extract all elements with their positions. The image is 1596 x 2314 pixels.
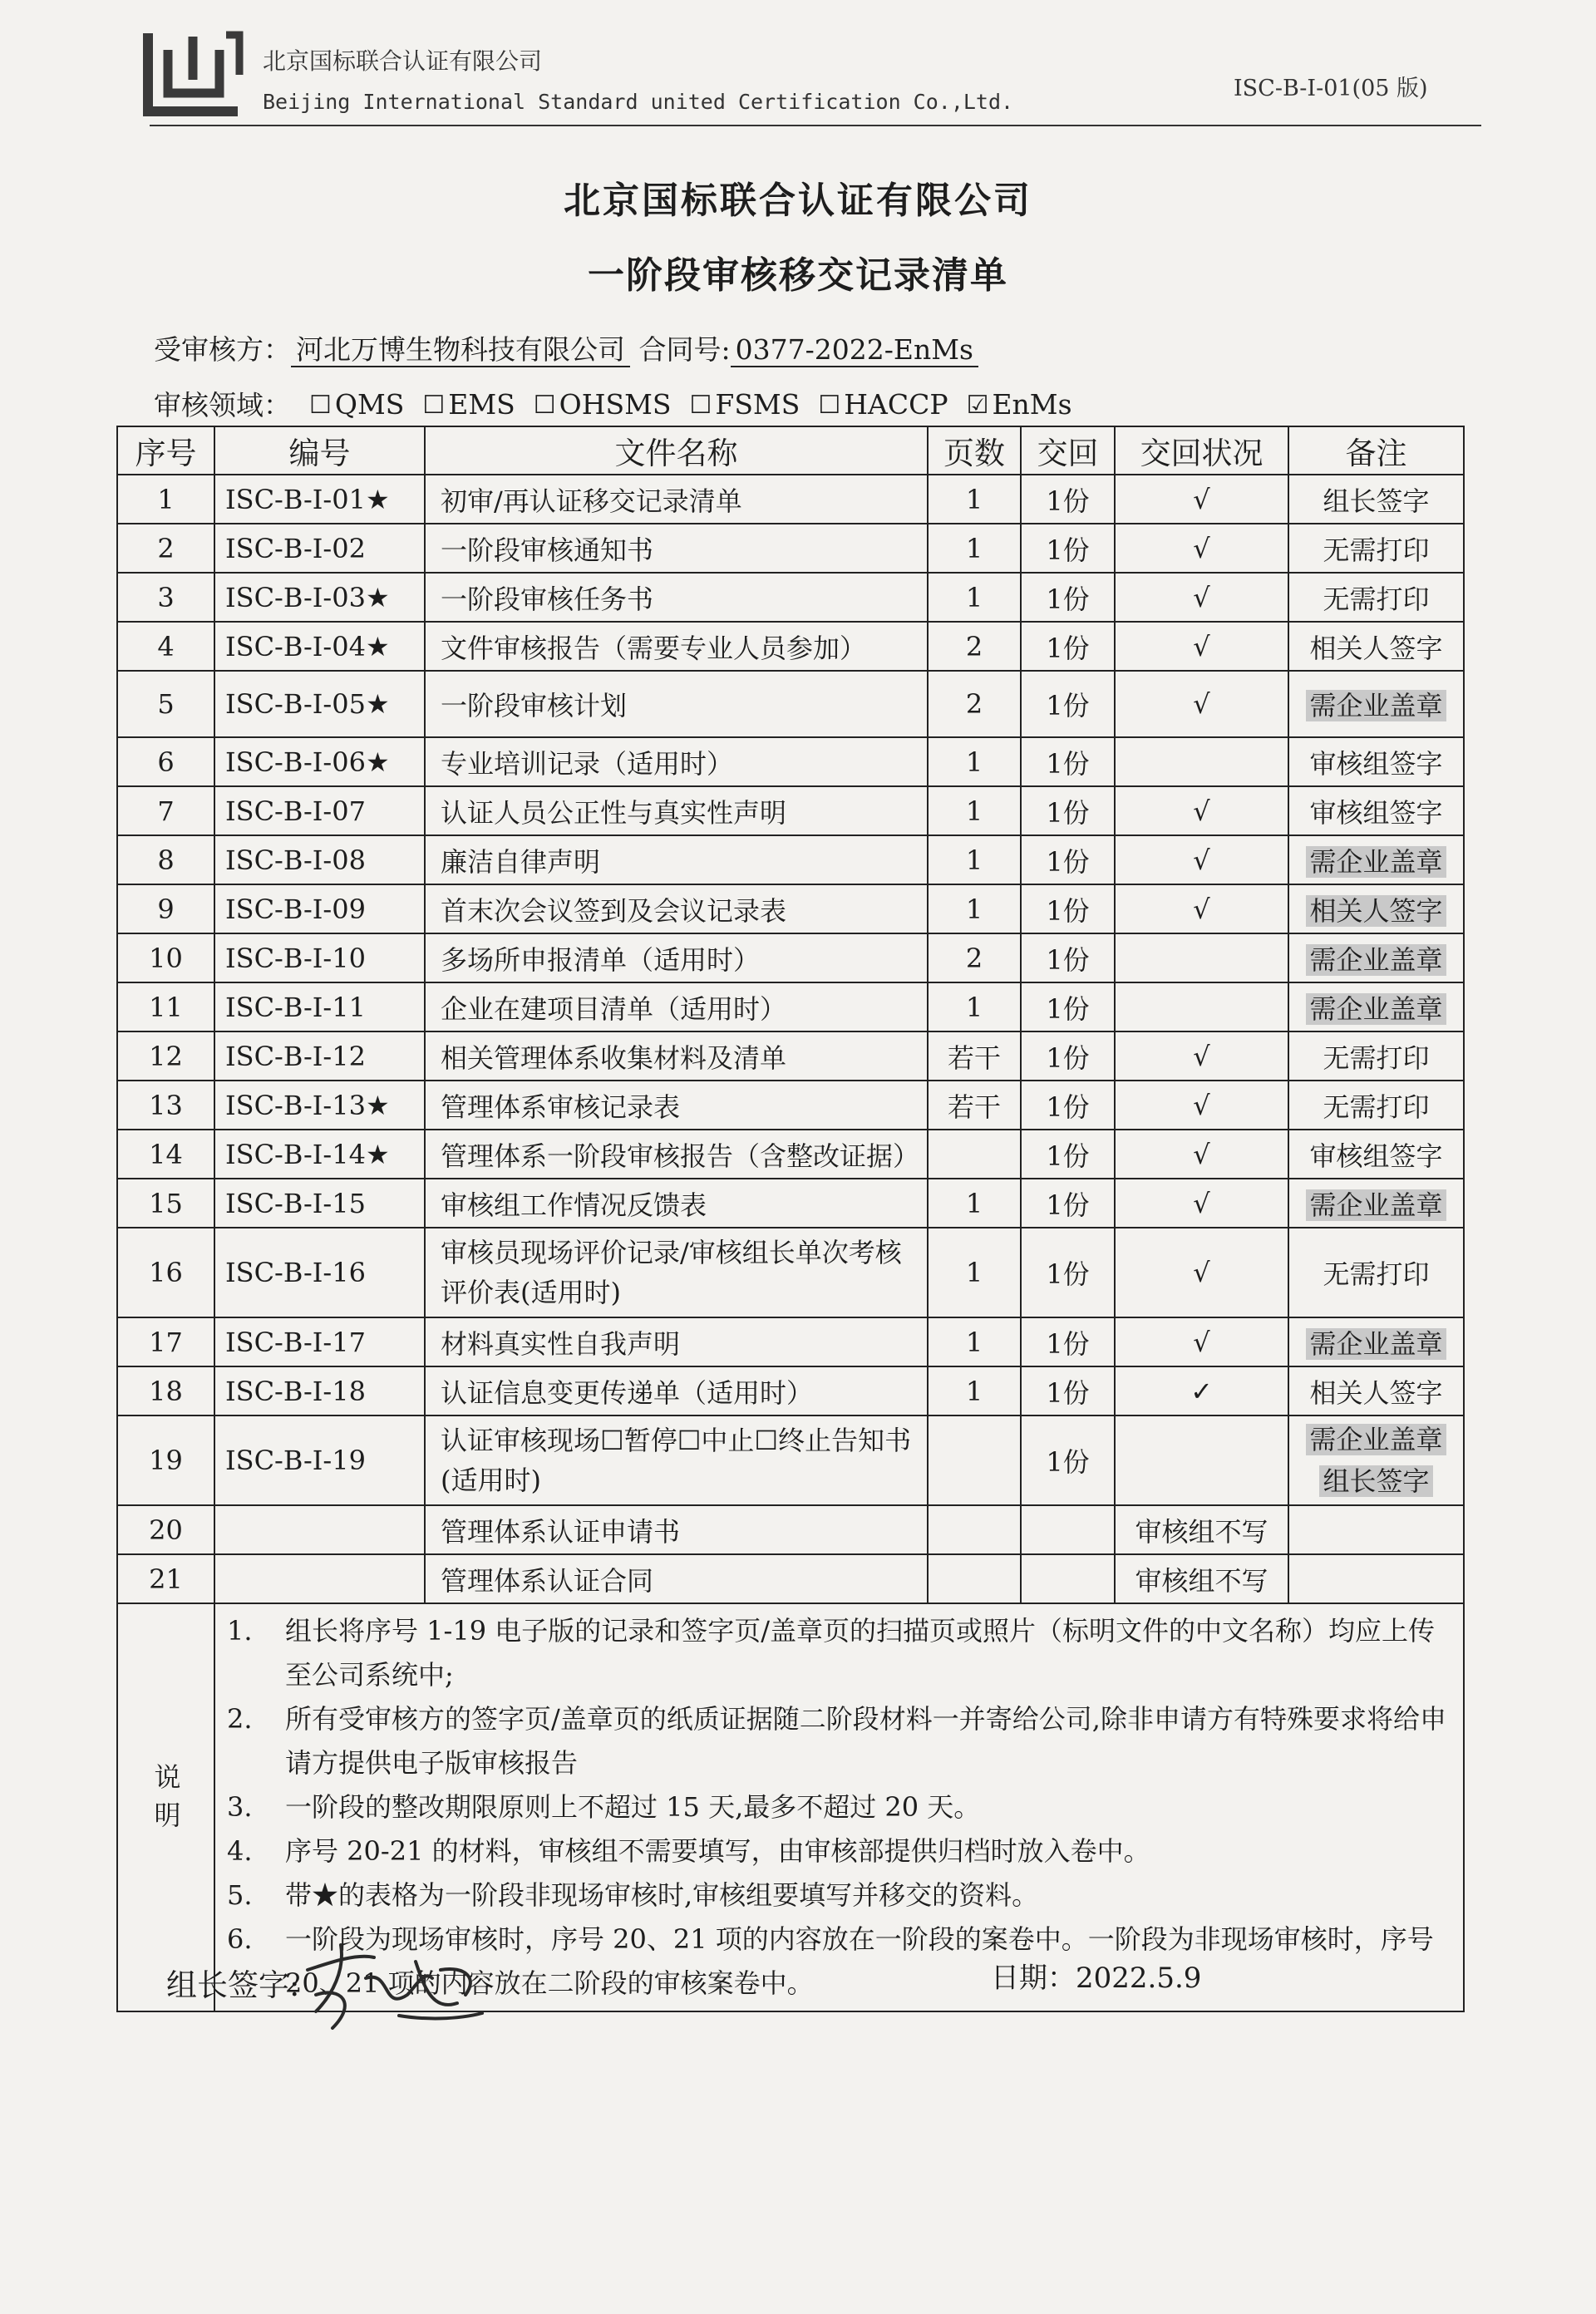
row-remark bbox=[1288, 1554, 1464, 1603]
row-file-name: 管理体系审核记录表 bbox=[425, 1081, 928, 1130]
row-returned: 1份 bbox=[1021, 1415, 1115, 1505]
row-number: 7 bbox=[117, 786, 214, 835]
note-number: 1. bbox=[227, 1615, 253, 1647]
header-remark: 备注 bbox=[1288, 426, 1464, 475]
row-remark bbox=[1288, 524, 1464, 573]
client-label: 受审核方： bbox=[154, 333, 291, 366]
seal-remark: 相关人签字 bbox=[1306, 895, 1446, 927]
domain-label: QMS bbox=[334, 388, 405, 421]
row-returned: 1份 bbox=[1021, 524, 1115, 573]
row-number: 16 bbox=[117, 1228, 214, 1317]
note-number: 4. bbox=[227, 1835, 253, 1867]
seal-remark: 需企业盖章 bbox=[1306, 690, 1446, 721]
table-row bbox=[117, 737, 1464, 786]
row-file-name: 一阶段审核计划 bbox=[425, 671, 928, 737]
remark-text: 无需打印 bbox=[1323, 583, 1430, 615]
row-code: ISC-B-I-01★ bbox=[214, 475, 425, 524]
table-row bbox=[117, 671, 1464, 737]
transfer-record-table bbox=[116, 426, 1465, 2012]
seal-remark: 组长签字 bbox=[1319, 1465, 1432, 1497]
row-pages bbox=[928, 1505, 1021, 1554]
row-code: ISC-B-I-10 bbox=[214, 933, 425, 982]
row-remark bbox=[1288, 1505, 1464, 1554]
remark-text: 组长签字 bbox=[1323, 485, 1430, 517]
note-text: 组长将序号 1-19 电子版的记录和签字页/盖章页的扫描页或照片（标明文件的中文名称）均应上传至公司系统中; bbox=[285, 1615, 1436, 1691]
note-number: 3. bbox=[227, 1791, 253, 1823]
table-row bbox=[117, 475, 1464, 524]
row-code: ISC-B-I-16 bbox=[214, 1228, 425, 1317]
row-pages: 1 bbox=[928, 1228, 1021, 1317]
header-code: 编号 bbox=[214, 426, 425, 475]
date-value: 2022.5.9 bbox=[1076, 1962, 1202, 1995]
row-number: 17 bbox=[117, 1317, 214, 1366]
remark-text: 无需打印 bbox=[1323, 1091, 1430, 1123]
row-return-status bbox=[1115, 933, 1288, 982]
row-returned: 1份 bbox=[1021, 1366, 1115, 1415]
row-return-status: √ bbox=[1115, 573, 1288, 622]
handwritten-signature bbox=[299, 1937, 490, 2045]
domain-checkbox-fsms[interactable] bbox=[690, 388, 800, 421]
row-file-name: 管理体系认证申请书 bbox=[425, 1505, 928, 1554]
seal-remark: 需企业盖章 bbox=[1306, 944, 1446, 976]
header-divider bbox=[150, 125, 1481, 126]
row-return-status: √ bbox=[1115, 1179, 1288, 1228]
leader-signature-label: 组长签字: bbox=[166, 1967, 300, 2003]
row-return-status: 审核组不写 bbox=[1115, 1505, 1288, 1554]
row-return-status: √ bbox=[1115, 835, 1288, 884]
row-number: 1 bbox=[117, 475, 214, 524]
row-code: ISC-B-I-08 bbox=[214, 835, 425, 884]
row-number: 10 bbox=[117, 933, 214, 982]
row-pages: 2 bbox=[928, 933, 1021, 982]
row-code: ISC-B-I-03★ bbox=[214, 573, 425, 622]
row-return-status: √ bbox=[1115, 884, 1288, 933]
table-row bbox=[117, 835, 1464, 884]
header-no: 序号 bbox=[117, 426, 214, 475]
remark-text: 无需打印 bbox=[1323, 1041, 1430, 1074]
row-returned: 1份 bbox=[1021, 671, 1115, 737]
row-code: ISC-B-I-18 bbox=[214, 1366, 425, 1415]
checked-box-icon: ☑ bbox=[966, 390, 989, 420]
domain-label: HACCP bbox=[844, 388, 948, 421]
row-remark bbox=[1288, 982, 1464, 1031]
domain-checkbox-ems[interactable] bbox=[422, 388, 515, 421]
row-code: ISC-B-I-11 bbox=[214, 982, 425, 1031]
table-row bbox=[117, 1366, 1464, 1415]
row-code: ISC-B-I-12 bbox=[214, 1031, 425, 1081]
row-returned: 1份 bbox=[1021, 1081, 1115, 1130]
row-pages: 若干 bbox=[928, 1081, 1021, 1130]
row-file-name: 廉洁自律声明 bbox=[425, 835, 928, 884]
row-number: 2 bbox=[117, 524, 214, 573]
row-file-name: 审核组工作情况反馈表 bbox=[425, 1179, 928, 1228]
table-row bbox=[117, 573, 1464, 622]
note-text: 所有受审核方的签字页/盖章页的纸质证据随二阶段材料一并寄给公司,除非申请方有特殊要求将给申请方提供电子版审核报告 bbox=[285, 1703, 1446, 1779]
table-row bbox=[117, 786, 1464, 835]
row-code: ISC-B-I-14★ bbox=[214, 1130, 425, 1179]
row-returned: 1份 bbox=[1021, 475, 1115, 524]
note-item bbox=[227, 1785, 1451, 1829]
row-remark bbox=[1288, 1179, 1464, 1228]
domain-label: OHSMS bbox=[559, 388, 672, 421]
table-row bbox=[117, 1031, 1464, 1081]
unchecked-box-icon: ☐ bbox=[422, 390, 446, 420]
row-code: ISC-B-I-04★ bbox=[214, 622, 425, 671]
row-return-status: √ bbox=[1115, 1317, 1288, 1366]
row-returned: 1份 bbox=[1021, 573, 1115, 622]
row-returned: 1份 bbox=[1021, 1317, 1115, 1366]
row-file-name: 企业在建项目清单（适用时） bbox=[425, 982, 928, 1031]
domain-checkbox-qms[interactable] bbox=[309, 388, 404, 421]
row-pages: 1 bbox=[928, 1317, 1021, 1366]
row-code bbox=[214, 1505, 425, 1554]
row-remark bbox=[1288, 1228, 1464, 1317]
remark-text: 审核组签字 bbox=[1309, 796, 1443, 829]
row-pages: 2 bbox=[928, 622, 1021, 671]
remark-text: 审核组签字 bbox=[1309, 747, 1443, 780]
audit-domain-label: 审核领域： bbox=[154, 389, 291, 421]
row-file-name: 首末次会议签到及会议记录表 bbox=[425, 884, 928, 933]
header-return-status: 交回状况 bbox=[1115, 426, 1288, 475]
row-return-status: √ bbox=[1115, 1130, 1288, 1179]
row-number: 9 bbox=[117, 884, 214, 933]
table-row bbox=[117, 524, 1464, 573]
note-item bbox=[227, 1829, 1451, 1873]
row-returned: 1份 bbox=[1021, 884, 1115, 933]
row-pages: 2 bbox=[928, 671, 1021, 737]
note-number: 2. bbox=[227, 1703, 253, 1735]
table-row bbox=[117, 1554, 1464, 1603]
row-returned: 1份 bbox=[1021, 982, 1115, 1031]
row-number: 8 bbox=[117, 835, 214, 884]
row-return-status: √ bbox=[1115, 524, 1288, 573]
domain-label: EMS bbox=[448, 388, 515, 421]
row-returned: 1份 bbox=[1021, 1179, 1115, 1228]
row-return-status: √ bbox=[1115, 671, 1288, 737]
row-file-name: 文件审核报告（需要专业人员参加） bbox=[425, 622, 928, 671]
row-pages: 1 bbox=[928, 1179, 1021, 1228]
header-pages: 页数 bbox=[928, 426, 1021, 475]
row-file-name: 认证审核现场☐暂停☐中止☐终止告知书(适用时) bbox=[425, 1415, 928, 1505]
row-pages: 1 bbox=[928, 884, 1021, 933]
row-remark bbox=[1288, 1317, 1464, 1366]
form-number: ISC-B-I-01(05 版) bbox=[1234, 76, 1428, 101]
domain-checkbox-ohsms[interactable] bbox=[534, 388, 672, 421]
row-number: 4 bbox=[117, 622, 214, 671]
table-row bbox=[117, 933, 1464, 982]
row-pages: 1 bbox=[928, 835, 1021, 884]
note-item bbox=[227, 1873, 1451, 1918]
row-returned: 1份 bbox=[1021, 933, 1115, 982]
row-code: ISC-B-I-09 bbox=[214, 884, 425, 933]
row-remark bbox=[1288, 1415, 1464, 1505]
row-return-status: √ bbox=[1115, 475, 1288, 524]
row-file-name: 认证人员公正性与真实性声明 bbox=[425, 786, 928, 835]
row-number: 13 bbox=[117, 1081, 214, 1130]
company-logo-icon bbox=[140, 25, 246, 123]
row-returned: 1份 bbox=[1021, 1130, 1115, 1179]
remark-text: 相关人签字 bbox=[1309, 1376, 1443, 1409]
note-number: 5. bbox=[227, 1879, 253, 1911]
row-pages: 若干 bbox=[928, 1031, 1021, 1081]
row-number: 19 bbox=[117, 1415, 214, 1505]
table-row bbox=[117, 1317, 1464, 1366]
domain-checkbox-enms[interactable] bbox=[967, 388, 1072, 421]
row-file-name: 一阶段审核通知书 bbox=[425, 524, 928, 573]
row-number: 5 bbox=[117, 671, 214, 737]
seal-remark: 需企业盖章 bbox=[1306, 846, 1446, 878]
row-returned: 1份 bbox=[1021, 786, 1115, 835]
note-item bbox=[227, 1697, 1451, 1785]
row-file-name: 专业培训记录（适用时） bbox=[425, 737, 928, 786]
remark-text: 审核组签字 bbox=[1309, 1140, 1443, 1172]
row-remark bbox=[1288, 475, 1464, 524]
row-returned: 1份 bbox=[1021, 835, 1115, 884]
row-file-name: 相关管理体系收集材料及清单 bbox=[425, 1031, 928, 1081]
notes-label: 说明 bbox=[117, 1603, 214, 2011]
row-pages: 1 bbox=[928, 786, 1021, 835]
row-pages bbox=[928, 1130, 1021, 1179]
header-file-name: 文件名称 bbox=[425, 426, 928, 475]
row-code: ISC-B-I-02 bbox=[214, 524, 425, 573]
row-number: 18 bbox=[117, 1366, 214, 1415]
note-item bbox=[227, 1609, 1451, 1697]
row-code bbox=[214, 1554, 425, 1603]
table-row bbox=[117, 1179, 1464, 1228]
row-return-status bbox=[1115, 737, 1288, 786]
row-number: 21 bbox=[117, 1554, 214, 1603]
row-returned bbox=[1021, 1554, 1115, 1603]
row-remark bbox=[1288, 1081, 1464, 1130]
table-row bbox=[117, 1415, 1464, 1505]
seal-remark: 需企业盖章 bbox=[1306, 1424, 1446, 1455]
contract-number: 0377-2022-EnMs bbox=[731, 333, 978, 367]
row-remark bbox=[1288, 622, 1464, 671]
row-number: 20 bbox=[117, 1505, 214, 1554]
row-remark bbox=[1288, 573, 1464, 622]
unchecked-box-icon: ☐ bbox=[689, 390, 712, 420]
row-file-name: 管理体系认证合同 bbox=[425, 1554, 928, 1603]
table-row bbox=[117, 884, 1464, 933]
table-row bbox=[117, 622, 1464, 671]
date-field: 日期：2022.5.9 bbox=[991, 1962, 1202, 1995]
seal-remark: 需企业盖章 bbox=[1306, 1189, 1446, 1221]
row-number: 11 bbox=[117, 982, 214, 1031]
audit-domain-row bbox=[154, 384, 1072, 423]
row-code: ISC-B-I-17 bbox=[214, 1317, 425, 1366]
table-row bbox=[117, 1130, 1464, 1179]
note-text: 序号 20-21 的材料，审核组不需要填写，由审核部提供归档时放入卷中。 bbox=[285, 1835, 1150, 1867]
row-remark bbox=[1288, 671, 1464, 737]
row-return-status bbox=[1115, 1415, 1288, 1505]
domain-label: EnMs bbox=[992, 388, 1072, 421]
row-return-status: 审核组不写 bbox=[1115, 1554, 1288, 1603]
contract-label: 合同号: bbox=[638, 333, 731, 366]
row-number: 14 bbox=[117, 1130, 214, 1179]
row-return-status: √ bbox=[1115, 1081, 1288, 1130]
row-code: ISC-B-I-19 bbox=[214, 1415, 425, 1505]
note-number: 6. bbox=[227, 1923, 253, 1955]
table-row bbox=[117, 1505, 1464, 1554]
table-header-row bbox=[117, 426, 1464, 475]
row-file-name: 材料真实性自我声明 bbox=[425, 1317, 928, 1366]
company-name-en: Beijing International Standard united Certification Co.,Ltd. bbox=[263, 90, 1014, 114]
domain-label: FSMS bbox=[715, 388, 800, 421]
header-returned: 交回 bbox=[1021, 426, 1115, 475]
remark-text: 无需打印 bbox=[1323, 534, 1430, 566]
row-number: 15 bbox=[117, 1179, 214, 1228]
row-remark bbox=[1288, 835, 1464, 884]
row-remark bbox=[1288, 1031, 1464, 1081]
note-text: 带★的表格为一阶段非现场审核时,审核组要填写并移交的资料。 bbox=[285, 1879, 1039, 1911]
row-pages: 1 bbox=[928, 1366, 1021, 1415]
row-pages: 1 bbox=[928, 524, 1021, 573]
row-returned bbox=[1021, 1505, 1115, 1554]
unchecked-box-icon: ☐ bbox=[309, 390, 332, 420]
note-text: 一阶段的整改期限原则上不超过 15 天,最多不超过 20 天。 bbox=[285, 1791, 981, 1823]
unchecked-box-icon: ☐ bbox=[818, 390, 841, 420]
row-return-status: ✓ bbox=[1115, 1366, 1288, 1415]
remark-text: 无需打印 bbox=[1323, 1258, 1430, 1290]
row-returned: 1份 bbox=[1021, 622, 1115, 671]
row-pages: 1 bbox=[928, 475, 1021, 524]
row-returned: 1份 bbox=[1021, 1228, 1115, 1317]
note-text: 一阶段为现场审核时，序号 20、21 项的内容放在一阶段的案卷中。一阶段为非现场审核时，序号 20、21 项的内容放在二阶段的审核案卷中。 bbox=[285, 1923, 1434, 1999]
row-file-name: 一阶段审核任务书 bbox=[425, 573, 928, 622]
row-returned: 1份 bbox=[1021, 737, 1115, 786]
row-return-status: √ bbox=[1115, 786, 1288, 835]
row-file-name: 认证信息变更传递单（适用时） bbox=[425, 1366, 928, 1415]
document-title-company: 北京国标联合认证有限公司 bbox=[564, 180, 1032, 222]
row-remark bbox=[1288, 1130, 1464, 1179]
row-remark bbox=[1288, 884, 1464, 933]
row-file-name: 审核员现场评价记录/审核组长单次考核评价表(适用时) bbox=[425, 1228, 928, 1317]
row-pages: 1 bbox=[928, 737, 1021, 786]
table-row bbox=[117, 1081, 1464, 1130]
table-row bbox=[117, 1228, 1464, 1317]
row-number: 3 bbox=[117, 573, 214, 622]
row-file-name: 初审/再认证移交记录清单 bbox=[425, 475, 928, 524]
row-return-status bbox=[1115, 982, 1288, 1031]
row-file-name: 管理体系一阶段审核报告（含整改证据） bbox=[425, 1130, 928, 1179]
row-returned: 1份 bbox=[1021, 1031, 1115, 1081]
client-name: 河北万博生物科技有限公司 bbox=[291, 333, 630, 367]
row-file-name: 多场所申报清单（适用时） bbox=[425, 933, 928, 982]
seal-remark: 需企业盖章 bbox=[1306, 993, 1446, 1025]
row-pages: 1 bbox=[928, 573, 1021, 622]
unchecked-box-icon: ☐ bbox=[533, 390, 556, 420]
company-name-cn: 北京国标联合认证有限公司 bbox=[263, 47, 543, 75]
row-number: 6 bbox=[117, 737, 214, 786]
row-remark bbox=[1288, 933, 1464, 982]
row-return-status: √ bbox=[1115, 622, 1288, 671]
table-row bbox=[117, 982, 1464, 1031]
row-pages bbox=[928, 1415, 1021, 1505]
row-code: ISC-B-I-13★ bbox=[214, 1081, 425, 1130]
row-remark bbox=[1288, 737, 1464, 786]
domain-checkbox-haccp[interactable] bbox=[818, 388, 948, 421]
remark-text: 相关人签字 bbox=[1309, 632, 1443, 664]
row-remark bbox=[1288, 1366, 1464, 1415]
row-code: ISC-B-I-05★ bbox=[214, 671, 425, 737]
row-code: ISC-B-I-06★ bbox=[214, 737, 425, 786]
document-title: 一阶段审核移交记录清单 bbox=[588, 254, 1008, 297]
row-return-status: √ bbox=[1115, 1228, 1288, 1317]
row-pages bbox=[928, 1554, 1021, 1603]
row-pages: 1 bbox=[928, 982, 1021, 1031]
row-remark bbox=[1288, 786, 1464, 835]
row-code: ISC-B-I-07 bbox=[214, 786, 425, 835]
client-row bbox=[154, 328, 978, 367]
seal-remark: 需企业盖章 bbox=[1306, 1328, 1446, 1360]
row-code: ISC-B-I-15 bbox=[214, 1179, 425, 1228]
row-return-status: √ bbox=[1115, 1031, 1288, 1081]
row-number: 12 bbox=[117, 1031, 214, 1081]
